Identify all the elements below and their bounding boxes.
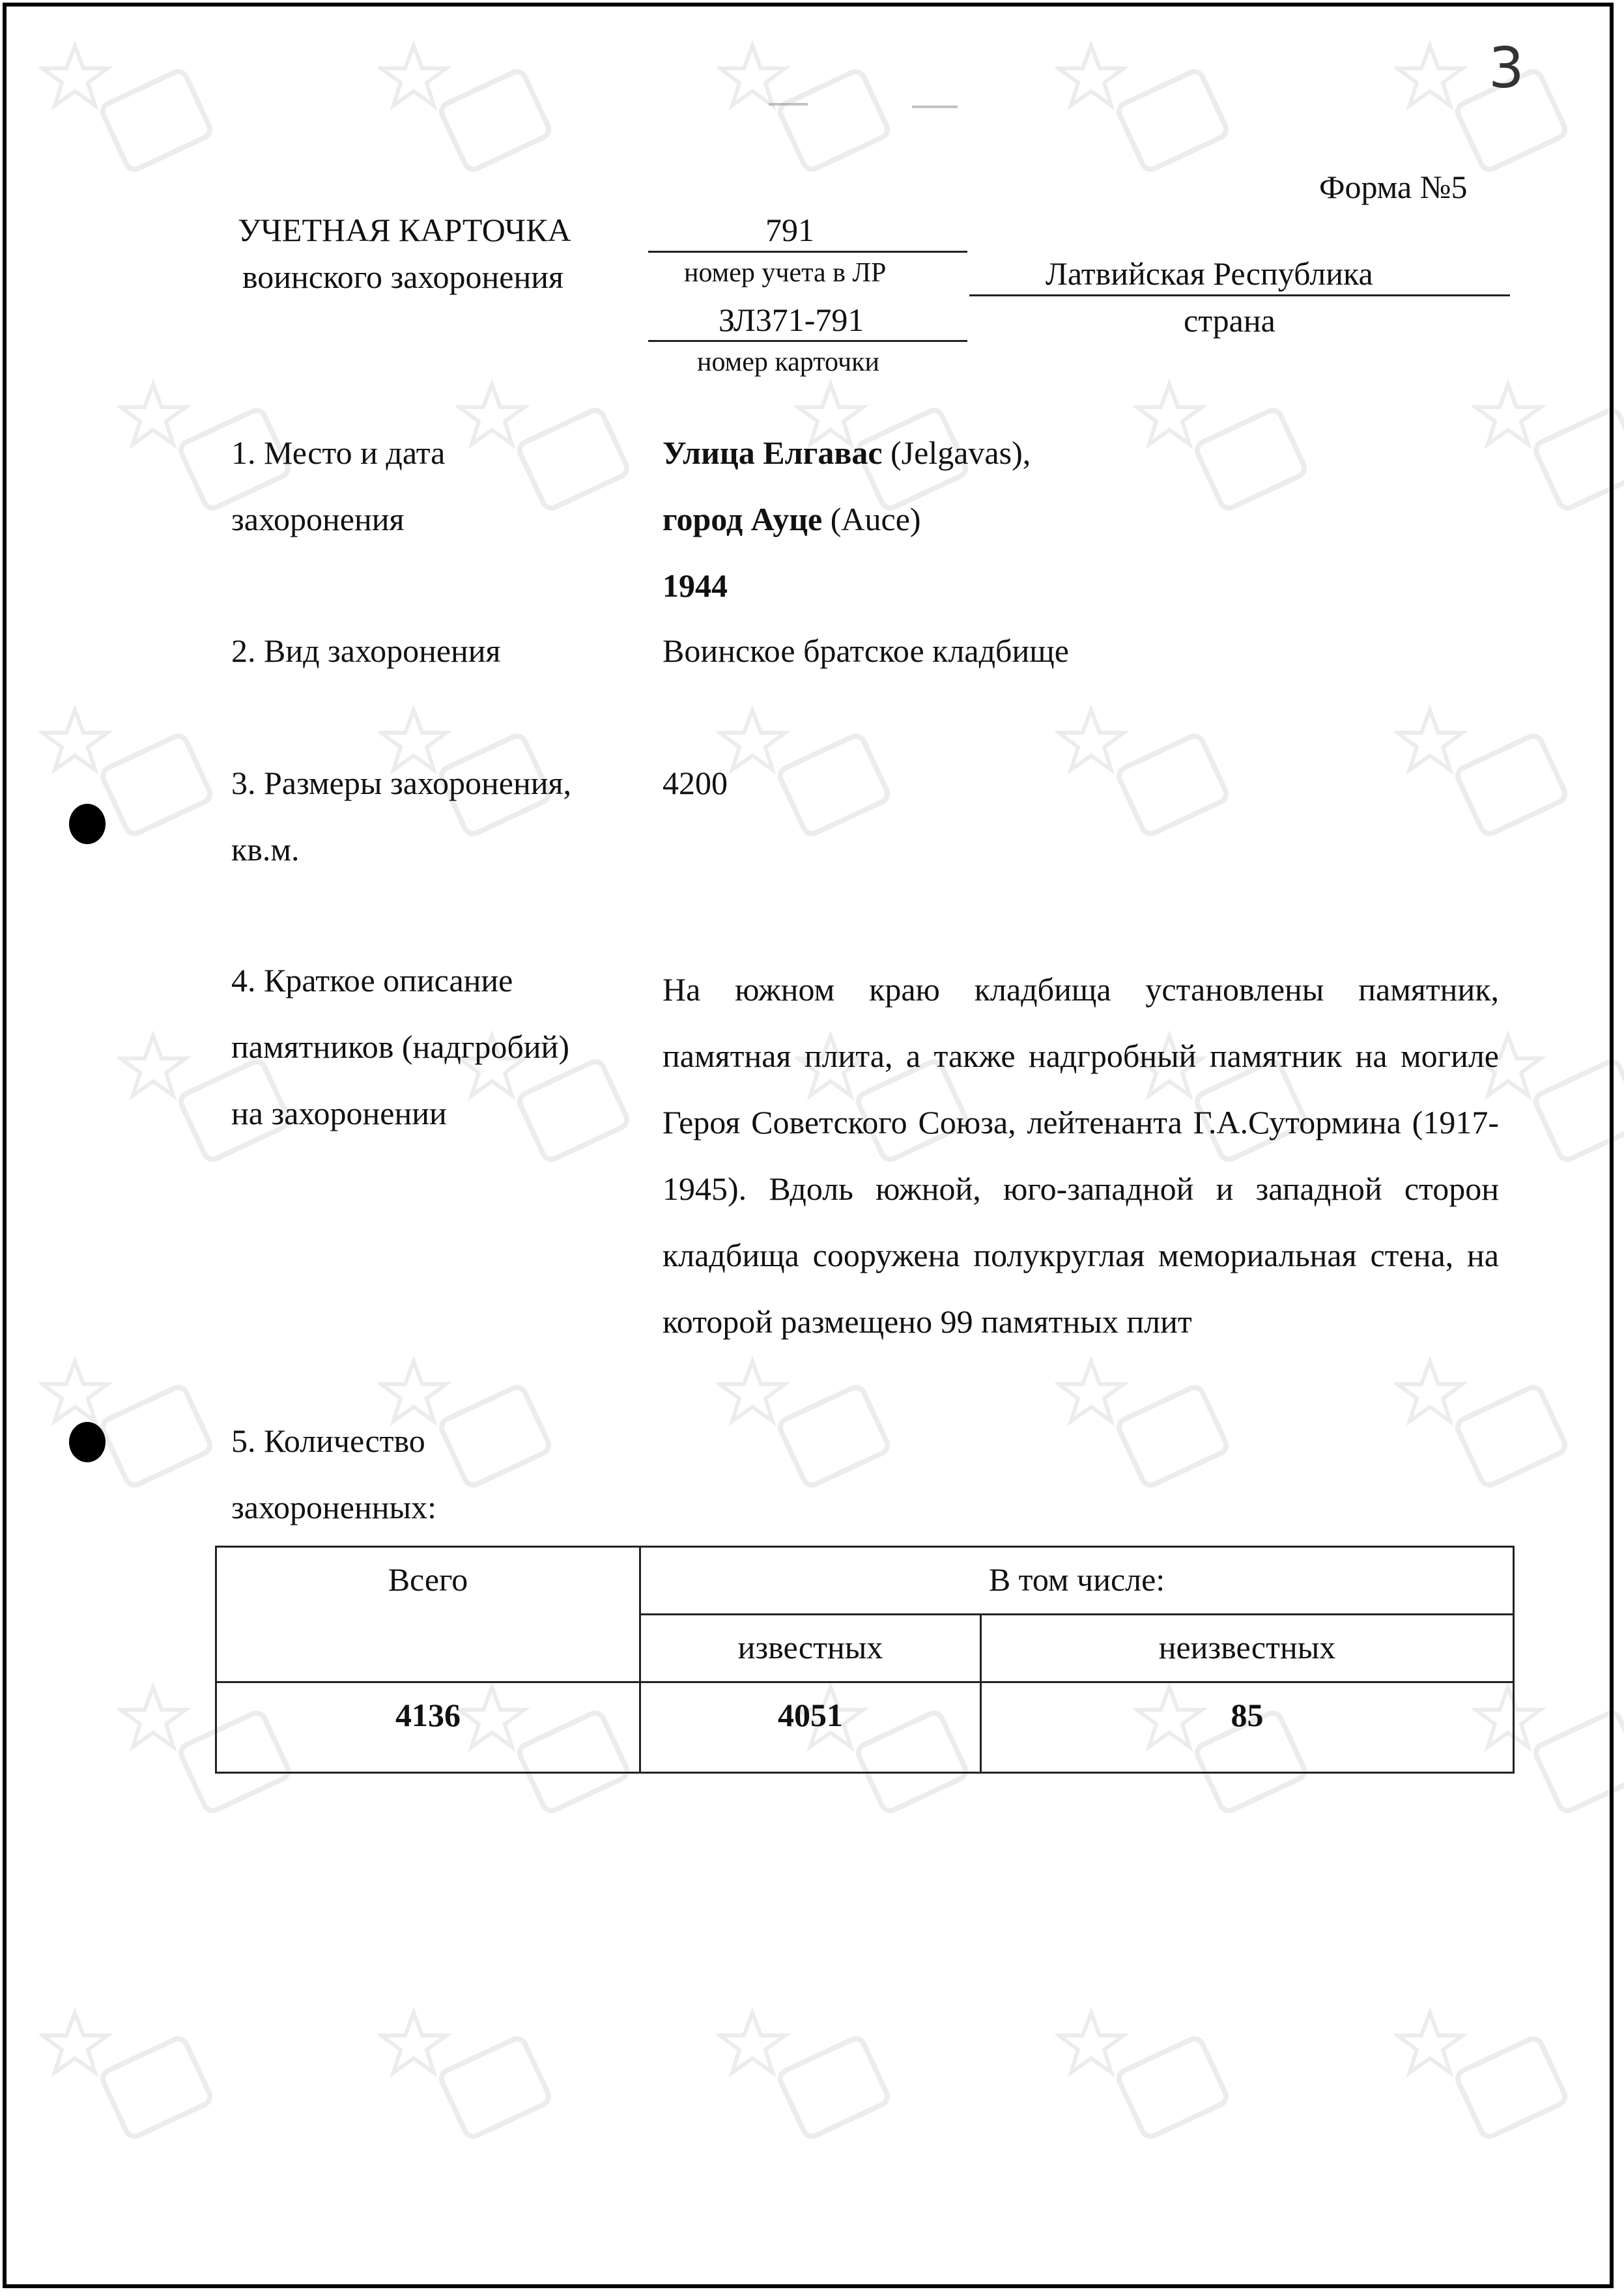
registry-number: 791 (765, 212, 814, 248)
page-number: 3 (1489, 36, 1524, 101)
country-caption: страна (1184, 302, 1275, 339)
total-value: 4136 (216, 1682, 640, 1773)
header-unknown: неизвестных (981, 1615, 1514, 1682)
place-label-line2: захоронения (231, 501, 405, 537)
scan-smudge (912, 106, 958, 108)
country-underline (969, 294, 1510, 296)
header-including: В том числе: (640, 1547, 1514, 1615)
size-label-line1: 3. Размеры захоронения, (231, 765, 571, 801)
form-label: Форма №5 (1319, 169, 1468, 205)
card-subtitle: воинского захоронения (242, 259, 563, 295)
table-header-row (216, 1547, 1514, 1615)
punch-hole-top (69, 804, 106, 844)
place-label-line1: 1. Место и дата (231, 434, 446, 471)
card-title: УЧЕТНАЯ КАРТОЧКА (238, 212, 571, 248)
burial-year: 1944 (662, 567, 728, 604)
card-number-underline (648, 340, 967, 342)
size-value: 4200 (662, 765, 728, 801)
place-street (662, 436, 1031, 469)
header-total: Всего (216, 1547, 640, 1682)
card-number-caption: номер карточки (697, 347, 879, 377)
scan-smudge (769, 103, 808, 106)
count-label-line2: захороненных: (231, 1489, 436, 1525)
street-name: Улица Елгавас (662, 434, 883, 471)
registry-caption: номер учета в ЛР (684, 258, 887, 288)
known-value: 4051 (640, 1682, 981, 1773)
card-number: ЗЛ371-791 (719, 302, 864, 338)
street-latin: (Jelgavas), (882, 434, 1031, 471)
desc-label-line2: памятников (надгробий) (231, 1028, 569, 1065)
table-row (216, 1682, 1514, 1773)
burial-count-table (215, 1546, 1515, 1774)
desc-label-line1: 4. Краткое описание (231, 962, 513, 999)
size-label-line2: кв.м. (231, 831, 300, 868)
place-city (662, 503, 921, 535)
city-latin: (Auce) (822, 501, 921, 537)
monument-description: На южном краю кладбища установлены памятник, памятная плита, а также надгробный памятник на могиле Героя Советского Союза, лейтенанта Г.А.Сутормина (1917-1945). Вдоль южной, юго-западной и западной сторон кладбища сооружена полукруглая мемориальная стена, на которой размещено 99 памятных плит (662, 971, 1499, 1340)
country-value: Латвийская Республика (1046, 255, 1373, 292)
count-label-line1: 5. Количество (231, 1423, 425, 1459)
city-name: город Ауце (662, 501, 823, 537)
punch-hole-bottom (69, 1422, 106, 1462)
type-value: Воинское братское кладбище (662, 632, 1069, 669)
type-label: 2. Вид захоронения (231, 632, 501, 669)
unknown-value: 85 (981, 1682, 1514, 1773)
registry-underline (648, 251, 967, 253)
desc-label-line3: на захоронении (231, 1095, 447, 1131)
header-known: известных (640, 1615, 981, 1682)
